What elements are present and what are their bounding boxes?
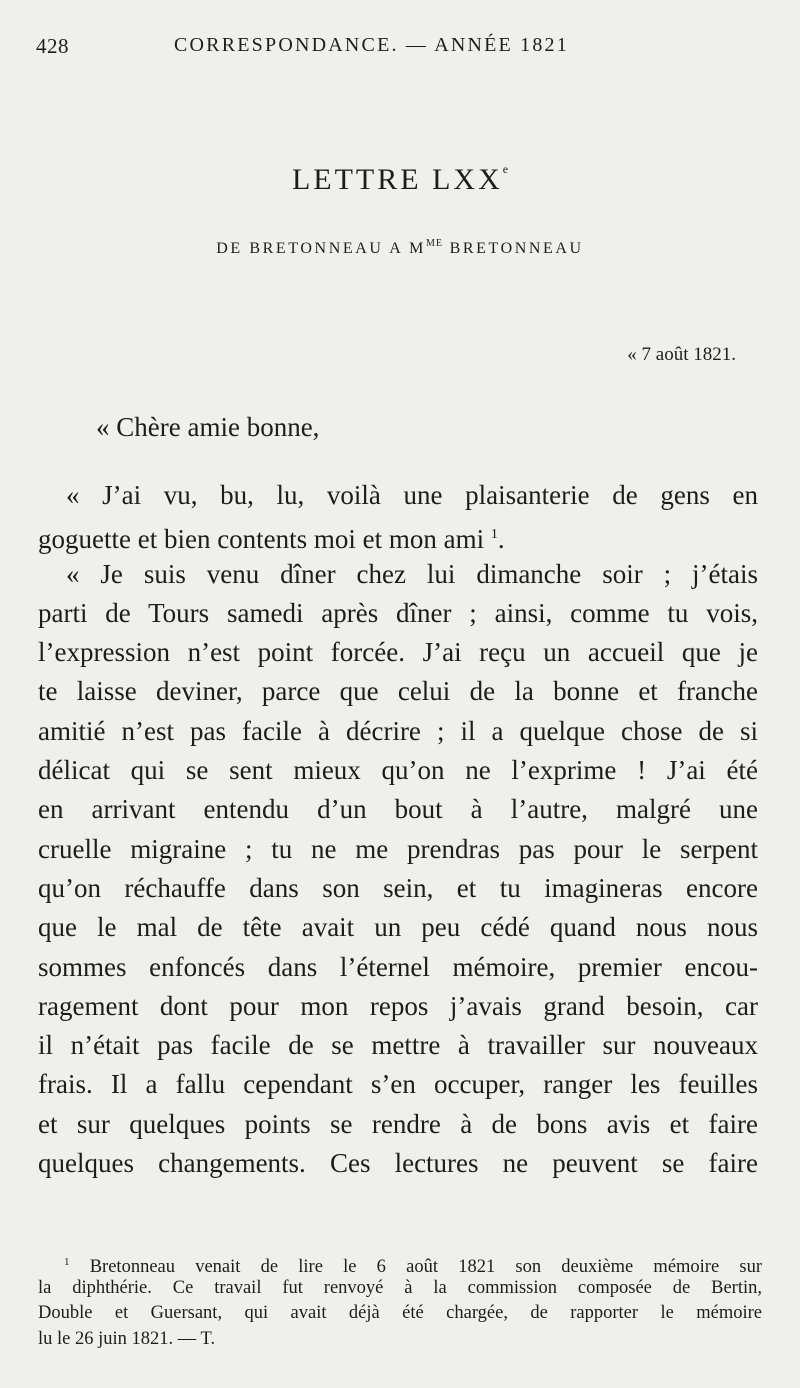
body-line: quelques changements. Ces lectures ne peuvent se faire (38, 1148, 758, 1179)
body-line: amitié n’est pas facile à décrire ; il a quelque chose de si (38, 715, 758, 746)
salutation: « Chère amie bonne, (96, 412, 320, 442)
subtitle-post: BRETONNEAU (442, 240, 584, 257)
body-line: cruelle migraine ; tu ne me prendras pas pour le serpent (38, 833, 758, 864)
body-line: l’expression n’est point forcée. J’ai reçu un accueil que je (38, 637, 758, 668)
body-line (38, 515, 758, 554)
letter-date: « 7 août 1821. (627, 344, 736, 365)
body-line-end: . (497, 524, 505, 555)
letter-title-suffix: e (502, 162, 509, 176)
body-line: ragement dont pour mon repos j’avais grand besoin, car (38, 990, 758, 1021)
body-line: frais. Il a fallu cependant s’en occuper, ranger les feuilles (38, 1069, 758, 1100)
footnote-reference: 1 (490, 527, 498, 543)
body-line: te laisse deviner, parce que celui de la bonne et franche (38, 676, 758, 707)
footnote-line: lu le 26 juin 1821. — T. (38, 1328, 216, 1349)
body-line: que le mal de tête avait un peu cédé quand nous nous (38, 912, 758, 943)
page-number: 428 (36, 34, 69, 58)
footnote-line (38, 1250, 762, 1276)
footnote-line-text: Bretonneau venait de lire le 6 août 1821 son deuxième mémoire sur (89, 1257, 762, 1277)
body-line: qu’on réchauffe dans son sein, et tu imagineras encore (38, 872, 758, 903)
letter-title (0, 162, 800, 197)
running-head (36, 34, 760, 68)
body-line: délicat qui se sent mieux qu’on ne l’exprime ! J’ai été (38, 755, 758, 786)
footnote-line: la diphthérie. Ce travail fut renvoyé à la commission composée de Bertin, (38, 1277, 762, 1298)
running-title: CORRESPONDANCE. — ANNÉE 1821 (174, 34, 569, 56)
body-line: « Je suis venu dîner chez lui dimanche soir ; j’étais (66, 558, 758, 589)
body-line-text: goguette et bien contents moi et mon ami (38, 524, 485, 555)
body-line: « J’ai vu, bu, lu, voilà une plaisanterie de gens en (66, 480, 758, 510)
body-line: en arrivant entendu d’un bout à l’autre, malgré une (38, 794, 758, 825)
letter-subtitle (0, 238, 800, 258)
subtitle-sup: ME (425, 238, 443, 249)
letter-body (38, 476, 758, 1183)
body-line: sommes enfoncés dans l’éternel mémoire, premier encou- (38, 951, 758, 982)
footnote-line: Double et Guersant, qui avait déjà été chargée, de rapporter le mémoire (38, 1303, 762, 1323)
footnote-mark: 1 (64, 1256, 70, 1268)
body-line: il n’était pas facile de se mettre à travailler sur nouveaux (38, 1030, 758, 1061)
subtitle-pre: DE BRETONNEAU A M (216, 240, 426, 257)
body-line: et sur quelques points se rendre à de bons avis et faire (38, 1108, 758, 1139)
footnotes (38, 1250, 762, 1352)
body-line: parti de Tours samedi après dîner ; ainsi, comme tu vois, (38, 597, 758, 628)
letter-title-text: LETTRE LXX (291, 163, 503, 196)
